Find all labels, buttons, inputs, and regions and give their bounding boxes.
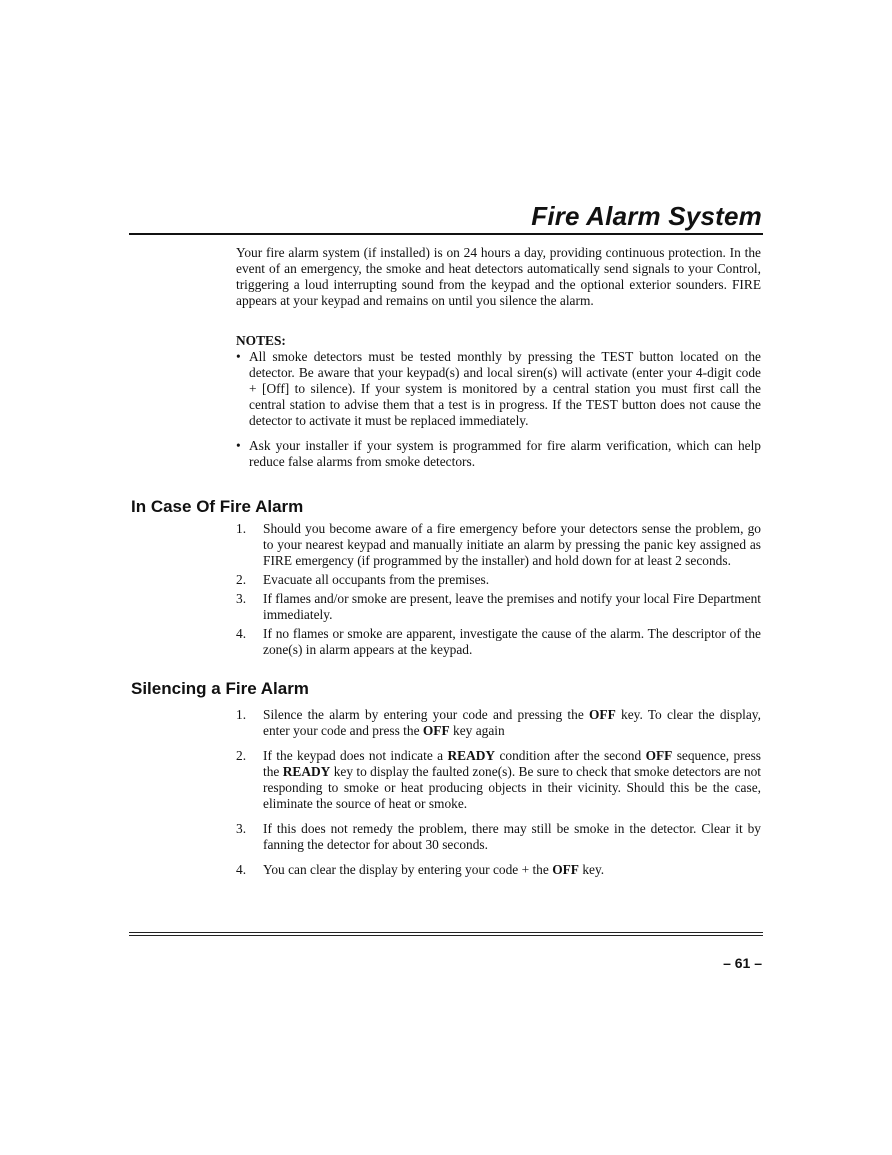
bullet-icon: • <box>236 438 241 453</box>
list-item <box>236 572 761 588</box>
list-item-text: If flames and/or smoke are present, leave the premises and notify your local Fire Department immediately. <box>263 591 761 622</box>
list-item-number: 1. <box>236 707 247 722</box>
notes-heading: NOTES: <box>236 333 286 348</box>
list-item-number: 2. <box>236 572 247 587</box>
page-number: – 61 – <box>723 955 762 971</box>
section-heading-in-case-of-fire-alarm: In Case Of Fire Alarm <box>131 497 304 516</box>
list-item-text: If the keypad does not indicate a READY condition after the second OFF sequence, press the READY key to display the faulted zone(s). Be sure to check that smoke detectors are not responding to smoke or heat producing objects in their vicinity. Should this be the case, eliminate the source of heat or smoke. <box>263 748 762 811</box>
list-item <box>236 707 761 739</box>
list-item-text: If no flames or smoke are apparent, investigate the cause of the alarm. The descriptor of the zone(s) in alarm appears at the keypad. <box>263 626 761 657</box>
list-item-text: You can clear the display by entering your code + the OFF key. <box>263 862 605 877</box>
list-item <box>236 521 761 569</box>
intro-paragraph: Your fire alarm system (if installed) is on 24 hours a day, providing continuous protection. In the event of an emergency, the smoke and heat detectors automatically send signals to your Control, triggering a loud interrupting sound from the keypad and the optional exterior sounders. FIRE appears at your keypad and remains on until you silence the alarm. <box>236 245 761 308</box>
list-item <box>236 626 761 658</box>
notes-bullet-item <box>236 349 761 429</box>
page-title: Fire Alarm System <box>531 201 762 231</box>
list-item <box>236 748 761 812</box>
section-heading-silencing-a-fire-alarm: Silencing a Fire Alarm <box>131 679 309 698</box>
bullet-icon: • <box>236 349 241 364</box>
list-item-number: 3. <box>236 591 247 606</box>
list-item-number: 2. <box>236 748 247 763</box>
list-item-text: If this does not remedy the problem, there may still be smoke in the detector. Clear it by fanning the detector for about 30 seconds. <box>263 821 761 852</box>
in-case-list <box>236 521 761 658</box>
notes-section <box>236 333 761 470</box>
list-item-number: 1. <box>236 521 247 536</box>
list-item-text: Evacuate all occupants from the premises. <box>263 572 490 587</box>
notes-bullet-item <box>236 438 761 470</box>
list-item-text: Silence the alarm by entering your code and pressing the OFF key. To clear the display, enter your code and press the OFF key again <box>263 707 761 738</box>
list-item <box>236 591 761 623</box>
footer-divider <box>129 932 763 936</box>
list-item-number: 4. <box>236 626 247 641</box>
list-item <box>236 821 761 853</box>
list-item <box>236 862 761 878</box>
title-divider <box>129 233 763 235</box>
list-item-number: 4. <box>236 862 247 877</box>
silencing-list <box>236 707 761 878</box>
intro-section <box>236 245 761 309</box>
list-item-number: 3. <box>236 821 247 836</box>
notes-bullet-text: Ask your installer if your system is programmed for fire alarm verification, which can help reduce false alarms from smoke detectors. <box>249 438 761 469</box>
list-item-text: Should you become aware of a fire emergency before your detectors sense the problem, go to your nearest keypad and manually initiate an alarm by pressing the panic key assigned as FIRE emergency (if programmed by the installer) and hold down for at least 2 seconds. <box>263 521 761 568</box>
notes-bullet-text: All smoke detectors must be tested monthly by pressing the TEST button located on the detector. Be aware that your keypad(s) and local siren(s) will activate (enter your 4-digit code + [Off] to silence). If your system is monitored by a central station you must first call the central station to advise them that a test is in progress. If the TEST button does not cause the detector to activate it must be replaced immediately. <box>249 349 761 428</box>
